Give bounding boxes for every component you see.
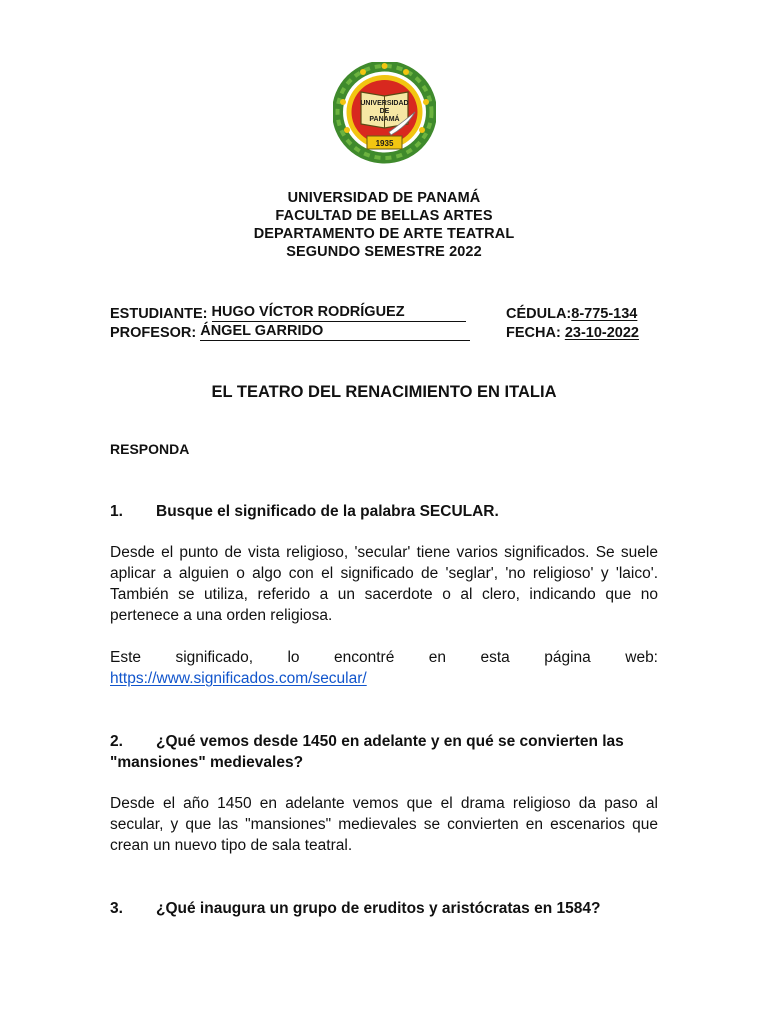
source-word: web: (625, 649, 658, 666)
cedula-label: CÉDULA: (506, 306, 572, 322)
source-word: Este (110, 649, 142, 666)
question-2 (110, 731, 658, 773)
student-label: ESTUDIANTE: (110, 306, 208, 322)
student-row (110, 304, 655, 324)
question-1 (110, 501, 658, 522)
question-number: 1. (110, 503, 123, 520)
question-number: 2. (110, 733, 123, 750)
professor-name: ÁNGEL GARRIDO (200, 323, 470, 341)
question-text: ¿Qué inaugura un grupo de eruditos y aristócratas en 1584? (156, 900, 601, 917)
faculty-name: FACULTAD DE BELLAS ARTES (275, 208, 493, 224)
svg-text:UNIVERSIDAD: UNIVERSIDAD (360, 100, 409, 107)
answer-1: Desde el punto de vista religioso, 'secular' tiene varios significados. Se suele aplicar a alguien o algo con el significado de 'seglar', 'no religioso' y 'laico'. También se utiliza, referido a un sacerdote o al clero, indicando que no pertenece a una orden religiosa. (110, 544, 658, 624)
question-text: Busque el significado de la palabra SECULAR. (156, 503, 499, 520)
student-name: HUGO VÍCTOR RODRÍGUEZ (212, 304, 466, 322)
source-word: en (428, 649, 447, 666)
year-ribbon (367, 136, 402, 149)
answer-2: Desde el año 1450 en adelante vemos que el drama religioso da paso al secular, y que las "mansiones" medievales se convierten en escenarios que crean un nuevo tipo de sala teatral. (110, 795, 658, 854)
date-value: 23-10-2022 (564, 325, 639, 341)
document-title: EL TEATRO DEL RENACIMIENTO EN ITALIA (211, 383, 557, 401)
question-text: ¿Qué vemos desde 1450 en adelante y en qué se convierten las "mansiones" medievales? (110, 733, 624, 771)
professor-row (110, 323, 655, 343)
document-header (0, 189, 768, 261)
instruction-label: RESPONDA (110, 441, 190, 457)
university-seal-logo (333, 62, 436, 165)
svg-text:1935: 1935 (375, 139, 394, 148)
semester: SEGUNDO SEMESTRE 2022 (286, 244, 482, 260)
source-word: lo (287, 649, 300, 666)
source-word: página (544, 649, 591, 666)
source-word: encontré (334, 649, 395, 666)
department-name: DEPARTAMENTO DE ARTE TEATRAL (253, 226, 515, 242)
source-sentence (110, 647, 658, 668)
professor-label: PROFESOR: (110, 325, 197, 341)
question-3 (110, 898, 658, 919)
source-word: esta (480, 649, 510, 666)
source-word: significado, (175, 649, 254, 666)
cedula-value: 8-775-134 (571, 306, 638, 322)
source-link[interactable]: https://www.significados.com/secular/ (110, 670, 367, 687)
svg-text:DE: DE (379, 108, 390, 115)
svg-text:PANAMÁ: PANAMÁ (369, 116, 400, 123)
source-link-line (110, 668, 367, 689)
date-label: FECHA: (506, 325, 561, 341)
university-name: UNIVERSIDAD DE PANAMÁ (287, 190, 481, 206)
question-number: 3. (110, 900, 123, 917)
